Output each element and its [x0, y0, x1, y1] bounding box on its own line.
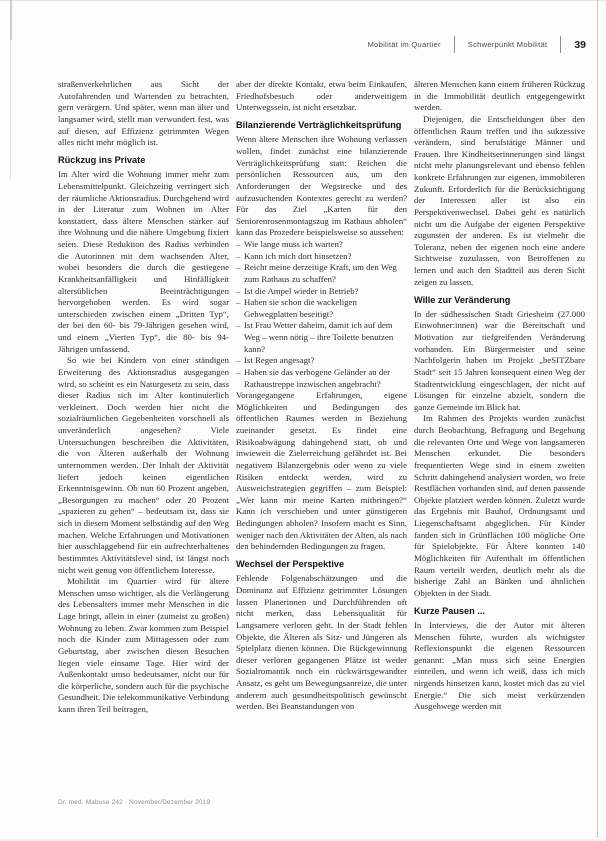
section-heading: Rückzug ins Private [58, 155, 146, 166]
checklist-item: – Kann ich mich dort hinsetzen? [236, 251, 407, 263]
header-section-title: Mobilität im Quartier [367, 40, 441, 49]
page-header [368, 36, 586, 53]
scan-artifact-line [10, 0, 12, 40]
article-columns [58, 79, 585, 716]
paragraph: In Interviews, die der Autor mit älteren Menschen führte, wurden als wichtigster Reflexionspunkt die eigenen Ressourcen genannt: „Man muss sich seine Energien einteilen, und wenn ich weiß, dass ich mich nirgends hinsetzen kann, kostet mich das zu viel Energie.“ Die sich meist verkürzenden Ausgehwege werden mit [414, 619, 585, 712]
paragraph: aber der direkte Kontakt, etwa beim Einkaufen, Friedhofsbesuch oder anderweitigem Unterwegssein, ist nicht ersetzbar. [236, 79, 407, 113]
page-footer: Dr. med. Mabuse 242 · November/Dezember 2019 [58, 799, 211, 806]
section-heading: Kurze Pausen ... [414, 605, 485, 616]
paragraph: Wenn ältere Menschen ihre Wohnung verlassen wollen, findet zunächst eine bilanzierende Verträglichkeitsprüfung statt: Reichen die persönlichen Ressourcen aus, um den Anforderungen der Wegstrecke und des aufzusuchenden Kontextes gerecht zu werden? Für das Ziel „Karten für den Seniorenrosenmontagszug im Rathaus abholen“ kann das Prozedere beispielsweise so aussehen: [236, 134, 407, 238]
paragraph: straßenverkehrlichen aus Sicht der Autofahrenden und Wartenden zu betrachten, gern verärgern. Und später, wenn man älter und langsamer wird, stellt man verwundert fest, was auf diesen, auf Effizienz getrimmten Wegen alles nicht mehr möglich ist. [58, 79, 229, 148]
checklist [236, 239, 407, 390]
paragraph: Im Alter wird die Wohnung immer mehr zum Lebensmittelpunkt. Gleichzeitig verringert sich der räumliche Aktionsradius. Durchgehend wird in der Literatur zum Wohnen im Alter konstatiert, dass ältere Menschen stärker auf ihre Wohnung und die nähere Umgebung fixiert seien. Diese Reduktion des Radius verbinden die Autorinnen mit dem wachsenden Alter, wobei besonders die durch die gestiegene Krankheitsanfälligkeit und Hinfälligkeit altersüblichen Beeinträchtigungen hervorgehoben werden. Es wird sogar unterschieden zwischen einem „Dritten Typ“, der bei den 60- bis 79-Jährigen gesehen wird, und einem „Vierten Typ“, die 80- bis 94-Jährigen umfassend. [58, 169, 229, 354]
header-divider [454, 36, 455, 53]
section-heading: Wille zur Veränderung [414, 294, 511, 305]
paragraph: Mobilität im Quartier wird für ältere Menschen umso wichtiger, als die Verlängerung des Lebensalters immer mehr Menschen in die Lage bringt, allein in einer (zumeist zu großen) Wohnung zu leben. Zwar kommen zum Beispiel noch die Kinder zum Mittagessen oder zum Geburtstag, aber zwischen diesen Besuchen liegen viele einsame Tage. Hier wird der Außenkontakt umso bedeutsamer, nicht nur für die körperliche, sondern auch für die psychische Gesundheit. Die telekommunikative Verbindung kann ihren Teil beitragen, [58, 576, 229, 714]
paragraph: älteren Menschen kann einem früheren Rückzug in die Immobilität deutlich entgegengewirkt werden. [414, 79, 585, 113]
section-heading: Bilanzierende Verträglichkeitsprüfung [236, 120, 402, 131]
paragraph: Im Rahmen des Projekts wurden zunächst durch Beobachtung, Befragung und Begehung die relevanten Orte und Wege von langsameren Menschen erkundet. Die besonders frequentierten Wege sind in einem zweiten Schritt dahingehend analysiert worden, wo freie Restflächen vorhanden sind, auf denen passende Objekte platziert werden können. Zuletzt wurde das Ergebnis mit Bauhof, Ordnungsamt und Liegenschaftsamt abgeglichen. Für Kinder fanden sich in Grünflächen 100 mögliche Orte für Spielobjekte. Für Ältere konnten 140 Möglichkeiten für Aufenthalt im öffentlichen Raum verteilt werden, deutlich mehr als die bisherige Zahl an Bänken und ähnlichen Objekten in der Stadt. [414, 413, 585, 598]
checklist-item: – Haben sie schon die wackeligen Gehwegplatten beseitigt? [236, 297, 407, 320]
header-divider [560, 36, 561, 53]
paragraph: Diejenigen, die Entscheidungen über den öffentlichen Raum treffen und ihn sukzessive verändern, sind berufstätige Männer und Frauen. Ihre Kindheitserinnerungen sind längst nicht mehr planungsrelevant und ebenso fehlen konkrete Erfahrungen zur eigenen, immobileren Zukunft. Erforderlich für die Berücksichtigung der Interessen aller ist also ein Perspektivenwechsel. Dabei geht es natürlich nicht um die Aufgabe der eigenen Perspektive zugunsten der anderen. Es ist vielmehr die Toleranz, neben der eigenen noch eine andere Sichtweise zuzulassen, von Betroffenen zu lernen und auch den Stadtteil aus deren Sicht zeigen zu lassen. [414, 113, 585, 287]
scan-edge-right [597, 0, 598, 841]
page-number: 39 [574, 38, 586, 51]
text-column [58, 79, 229, 716]
scan-artifact-line-faint [10, 40, 11, 180]
paragraph: In der südhessischen Stadt Griesheim (27.000 Einwohner:innen) war die Bereitschaft und Motivation zur tiefgreifenden Veränderung vorhanden. Ein Bürgermeister und seine Nachfolgerin haben im Projekt „beSITZbare Stadt“ seit 15 Jahren konsequent einen Weg der Stadtentwicklung eingeschlagen, der nicht auf Lösungen für einzelne abzielt, sondern die ganze Gemeinde im Blick hat. [414, 308, 585, 412]
checklist-item: – Ist Regen angesagt? [236, 355, 407, 367]
checklist-item: – Haben sie das verbogene Geländer an der Rathaustreppe inzwischen angebracht? [236, 367, 407, 390]
header-topic-title: Schwerpunkt Mobilität [467, 40, 548, 49]
text-column [414, 79, 585, 716]
paragraph: Fehlende Folgenabschätzungen und die Dominanz auf Effizienz getrimmter Lösungen lassen Planerinnen und Durchführenden oft nicht merken, dass Lebensqualität für Langsamere verloren geht. In der Stadt fehlen Objekte, die Älteren als Sitz- und Jüngeren als Spielplatz dienen können. Die Rückgewinnung dieser verloren gegangenen Plätze ist weder Sozialromantik noch ein rückwärtsgewandter Ansatz, es geht um Bewegungsanreize, die unter anderem auch gesundheitspolitisch gewünscht werden. Bei Beanstandungen von [236, 573, 407, 712]
checklist-item: – Ist Frau Wetter daheim, damit ich auf dem Weg – wenn nötig – ihre Toilette benutzen kann? [236, 320, 407, 355]
paragraph: So wie bei Kindern von einer ständigen Erweiterung des Aktionsradius ausgegangen wird, so scheint es ein Naturgesetz zu sein, dass dieser Radius sich im Alter kontinuierlich verkleinert. Doch werden hier nicht die sozialräumlichen Gegebenheiten vorschnell als unveränderlich angesehen? Viele Untersuchungen beschreiben die Aktivitäten, die von Älteren außerhalb der Wohnung unternommen werden. Der Inhalt der Aktivität liefert jedoch keinen eigentlichen Erkenntnisgewinn. Ob nun 60 Prozent angeben, „Besorgungen zu machen“ oder 20 Prozent „spazieren zu gehen“ – bedeutsam ist, dass sie sich in diesem Moment selbständig auf den Weg machen. Welche Erfahrungen und Motivationen hier ausschlaggebend für ein aufrechterhaltenes bestimmtes Aktivitätslevel sind, ist längst noch nicht weit genug von öffentlichem Interesse. [58, 355, 229, 575]
checklist-item: – Reicht meine derzeitige Kraft, um den Weg zum Rathaus zu schaffen? [236, 262, 407, 285]
checklist-item: – Wie lange muss ich warten? [236, 239, 407, 251]
section-heading: Wechsel der Perspektive [236, 559, 345, 570]
paragraph: Vorangegangene Erfahrungen, eigene Möglichkeiten und Bedingungen des öffentlichen Raumes werden in Beziehung zueinander gesetzt. Es findet eine Risikoabwägung dahingehend statt, ob und inwieweit die Zielerreichung gefährdet ist. Bei negativem Bilanzergebnis oder wenn zu viele Risiken entdeckt werden, wird zu Ausweichstrategien gegriffen – zum Beispiel: „Wer kann mir meine Karten mitbringen?“ Kann ich verschieben und unter günstigeren Bedingungen abholen? Insofern macht es Sinn, weniger nach den Aktivitäten der Alten, als nach den behindernden Bedingungen zu fragen. [236, 390, 407, 552]
text-column [236, 79, 407, 716]
checklist-item: – Ist die Ampel wieder in Betrieb? [236, 286, 407, 298]
scan-edge-top [0, 0, 606, 1]
